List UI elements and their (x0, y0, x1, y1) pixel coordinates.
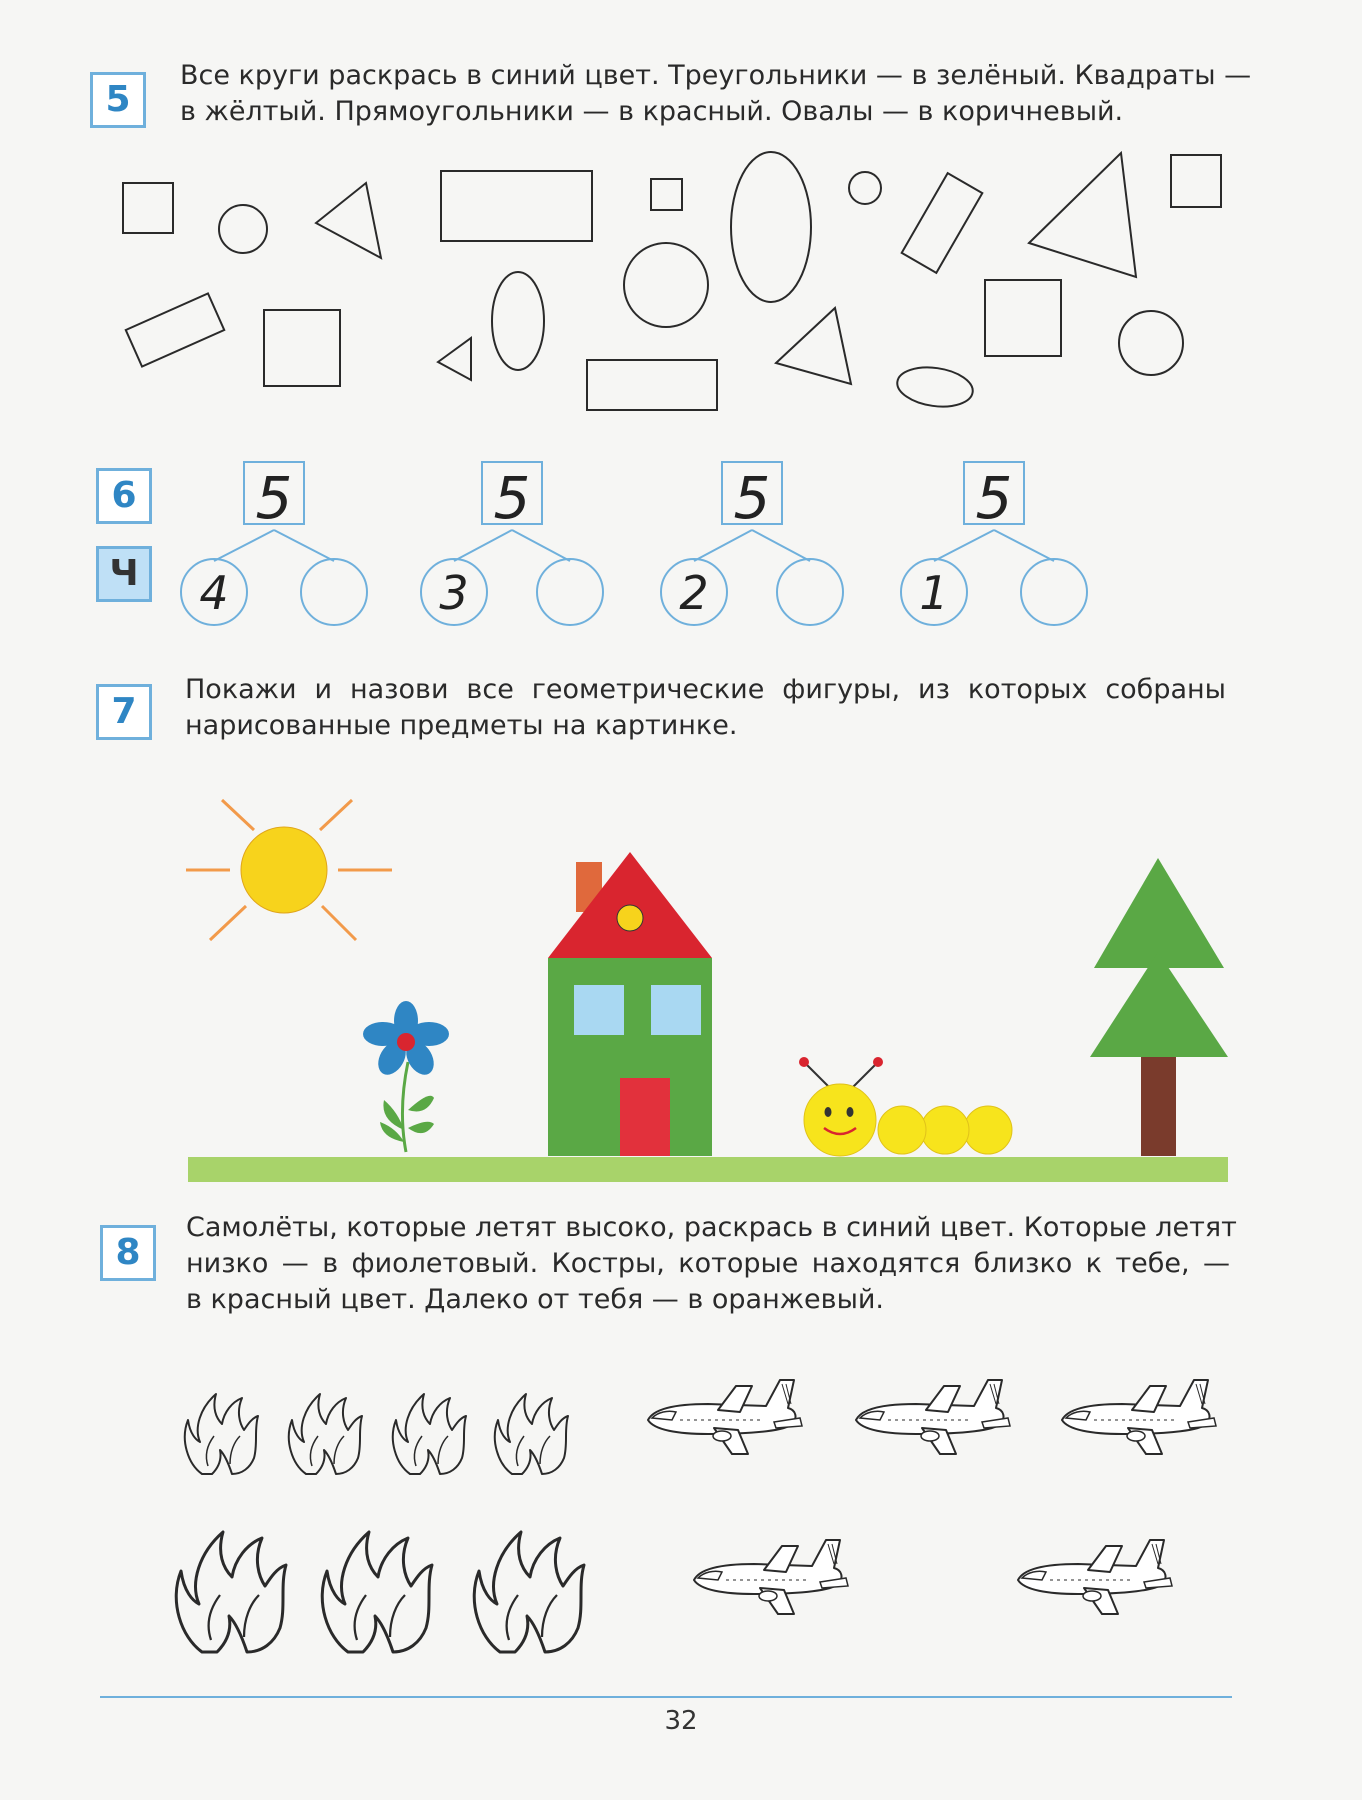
airplane-icon[interactable] (1018, 1540, 1172, 1614)
tree-1-left: 4 (199, 566, 229, 620)
bonfire-near-row (176, 1532, 584, 1652)
task-8-line-1: Самолёты, которые летят высоко, раскрась в синий цвет. Которые летят (186, 1212, 1237, 1243)
bonfire-icon[interactable] (495, 1394, 568, 1474)
tree-1-top: 5 (255, 464, 293, 532)
tree-4-left: 1 (919, 566, 949, 620)
task-5-line-1: Все круги раскрась в синий цвет. Треугольники — в зелёный. Квадраты — (180, 60, 1252, 91)
bonfire-icon[interactable] (176, 1532, 286, 1652)
bonfire-icon[interactable] (289, 1394, 362, 1474)
footer-divider (100, 1696, 1232, 1698)
task-7-line-2: нарисованные предметы на картинке. (185, 710, 738, 741)
bonfire-far-row (185, 1394, 568, 1474)
tree-3-left: 2 (679, 566, 709, 620)
tree-3-top: 5 (733, 464, 771, 532)
task-7-number: 7 (96, 684, 152, 740)
task-6-number: 6 (96, 468, 152, 524)
airplane-icon[interactable] (694, 1540, 848, 1614)
airplane-high-row (648, 1380, 1216, 1454)
bonfire-icon[interactable] (322, 1532, 432, 1652)
airplane-low-row (694, 1540, 1172, 1614)
airplane-icon[interactable] (856, 1380, 1010, 1454)
bonfire-icon[interactable] (185, 1394, 258, 1474)
tree-2-top: 5 (493, 464, 531, 532)
task-7-line-1: Покажи и назови все геометрические фигуры, из которых собраны (185, 674, 1226, 705)
task-8-number: 8 (100, 1225, 156, 1281)
bonfire-icon[interactable] (393, 1394, 466, 1474)
tree-4-top: 5 (975, 464, 1013, 532)
bonfire-icon[interactable] (474, 1532, 584, 1652)
task-5-number: 5 (90, 72, 146, 128)
airplane-icon[interactable] (648, 1380, 802, 1454)
task-8-line-3: в красный цвет. Далеко от тебя — в оранжевый. (186, 1284, 885, 1315)
tree-2-left: 3 (439, 566, 469, 620)
page-number: 32 (664, 1706, 698, 1736)
task-5-line-2: в жёлтый. Прямоугольники — в красный. Овалы — в коричневый. (180, 96, 1124, 127)
task-6-badge: Ч (96, 546, 152, 602)
airplane-icon[interactable] (1062, 1380, 1216, 1454)
task-8-line-2: низко — в фиолетовый. Костры, которые находятся близко к тебе, — (186, 1248, 1230, 1279)
